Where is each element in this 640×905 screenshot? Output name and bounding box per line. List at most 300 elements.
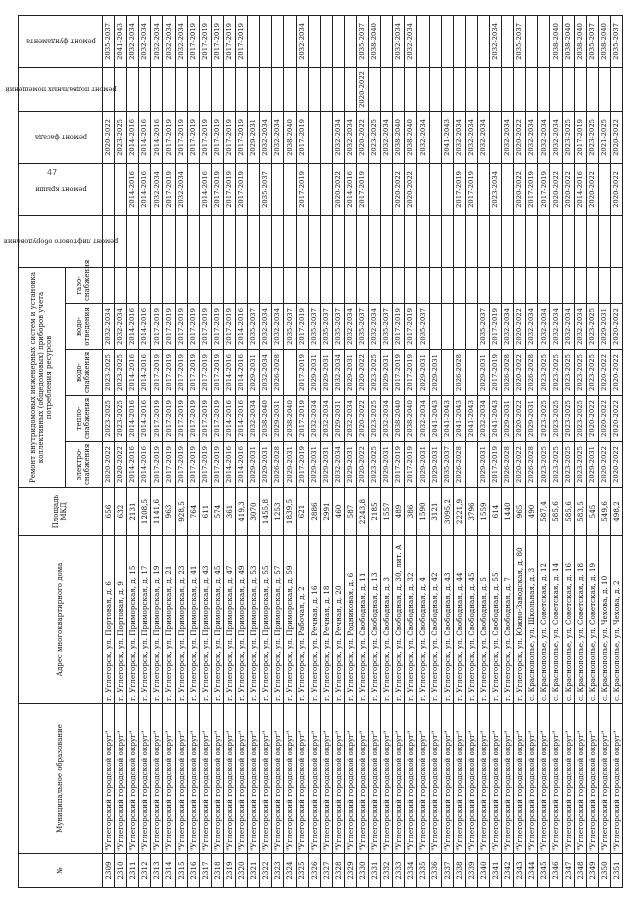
municipality-cell: "Углегорский городской округ" — [465, 704, 477, 854]
area-cell: 545 — [586, 488, 598, 536]
sewer-cell: 2017-2019 — [175, 304, 187, 350]
electro-cell: 2035-2037 — [441, 442, 453, 488]
basement-cell — [526, 67, 538, 111]
heat-cell: 2023-2025 — [369, 396, 381, 442]
row-num: 2337 — [441, 854, 453, 888]
gas-cell — [586, 267, 598, 303]
gas-cell — [465, 267, 477, 303]
foundation-cell — [502, 15, 514, 67]
area-cell: 963 — [163, 488, 175, 536]
electro-cell: 2023-2025 — [369, 442, 381, 488]
row-num: 2309 — [103, 854, 115, 888]
lift-cell — [332, 215, 344, 267]
sewer-cell: 2017-2019 — [223, 304, 235, 350]
facade-cell: 2032-2034 — [260, 111, 272, 163]
water-cell: 2017-2019 — [163, 350, 175, 396]
roof-cell: 2020-2022 — [610, 163, 622, 215]
heat-cell: 2029-2031 — [526, 396, 538, 442]
sewer-cell: 2017-2019 — [151, 304, 163, 350]
table-row — [151, 15, 163, 887]
table-row — [490, 15, 502, 887]
basement-cell — [538, 67, 550, 111]
roof-cell: 2017-2019 — [465, 163, 477, 215]
facade-cell: 2023-2025 — [369, 111, 381, 163]
lift-cell — [574, 215, 586, 267]
water-cell: 2029-2031 — [477, 350, 489, 396]
heat-cell: 2023-2025 — [103, 396, 115, 442]
capital-repair-schedule-table — [3, 15, 623, 888]
foundation-cell: 2017-2019 — [187, 15, 199, 67]
facade-cell: 2029-2031 — [248, 111, 260, 163]
foundation-cell — [308, 15, 320, 67]
electro-cell: 2026-2028 — [526, 442, 538, 488]
lift-cell — [405, 215, 417, 267]
row-num: 2344 — [526, 854, 538, 888]
municipality-cell: "Углегорский городской округ" — [586, 704, 598, 854]
table-row — [586, 15, 598, 887]
water-cell: 2014-2016 — [223, 350, 235, 396]
electro-cell: 2020-2022 — [514, 442, 526, 488]
basement-cell — [490, 67, 502, 111]
water-cell: 2032-2034 — [332, 350, 344, 396]
roof-cell — [284, 163, 296, 215]
electro-cell: 2017-2019 — [296, 442, 308, 488]
gas-cell — [211, 267, 223, 303]
heat-cell: 2032-2034 — [417, 396, 429, 442]
address-cell: с. Краснополье, ул. Советская, д. 14 — [550, 536, 562, 704]
municipality-cell: "Углегорский городской округ" — [127, 704, 139, 854]
facade-cell: 2017-2019 — [223, 111, 235, 163]
foundation-cell — [272, 15, 284, 67]
basement-cell — [320, 67, 332, 111]
water-cell: 2020-2022 — [356, 350, 368, 396]
electro-cell: 2014-2016 — [236, 442, 248, 488]
electro-cell: 2017-2019 — [199, 442, 211, 488]
area-cell: 574 — [211, 488, 223, 536]
address-cell: г. Углегорск, ул. Приморская, д. 21 — [163, 536, 175, 704]
roof-cell — [381, 163, 393, 215]
roof-cell: 2023-2034 — [490, 163, 502, 215]
roof-cell: 2020-2022 — [332, 163, 344, 215]
sewer-cell: 2014-2016 — [236, 304, 248, 350]
heat-cell: 2029-2031 — [332, 396, 344, 442]
water-cell: 2017-2019 — [151, 350, 163, 396]
lift-cell — [308, 215, 320, 267]
sewer-cell: 2017-2019 — [187, 304, 199, 350]
table-row — [260, 15, 272, 887]
table-row — [610, 15, 622, 887]
basement-cell — [598, 67, 610, 111]
table-row — [550, 15, 562, 887]
sewer-cell: 2032-2034 — [369, 304, 381, 350]
lift-cell — [320, 215, 332, 267]
lift-cell — [175, 215, 187, 267]
table-row — [139, 15, 151, 887]
heat-cell: 2038-2040 — [405, 396, 417, 442]
sewer-cell: 2020-2022 — [610, 304, 622, 350]
table-row — [417, 15, 429, 887]
table-row — [127, 15, 139, 887]
basement-cell — [417, 67, 429, 111]
sewer-cell: 2032-2034 — [272, 304, 284, 350]
foundation-cell: 2032-2034 — [490, 15, 502, 67]
row-num: 2330 — [356, 854, 368, 888]
facade-cell: 2014-2016 — [151, 111, 163, 163]
address-cell: г. Углегорск, ул. Южно-Заводская, д. 80 — [514, 536, 526, 704]
water-cell: 2029-2031 — [320, 350, 332, 396]
facade-cell: 2017-2019 — [296, 111, 308, 163]
sewer-cell: 2014-2016 — [127, 304, 139, 350]
lift-cell — [393, 215, 405, 267]
facade-cell: 2023-2025 — [562, 111, 574, 163]
electro-cell: 2020-2022 — [115, 442, 127, 488]
electro-cell: 2029-2031 — [308, 442, 320, 488]
foundation-cell: 2032-2034 — [127, 15, 139, 67]
municipality-cell: "Углегорский городской округ" — [610, 704, 622, 854]
water-cell: 2023-2025 — [574, 350, 586, 396]
water-cell: 2017-2019 — [187, 350, 199, 396]
water-cell: 2026-2028 — [272, 350, 284, 396]
facade-cell: 2014-2016 — [127, 111, 139, 163]
address-cell: г. Углегорск, ул. Приморская, д. 19 — [151, 536, 163, 704]
electro-cell: 2017-2019 — [211, 442, 223, 488]
table-row — [272, 15, 284, 887]
water-cell: 2020-2022 — [610, 350, 622, 396]
foundation-cell: 2032-2034 — [139, 15, 151, 67]
col-header-gas: газо-снабжения — [66, 267, 103, 303]
foundation-cell: 2017-2019 — [211, 15, 223, 67]
col-header-municipality: Муниципальное образование — [19, 704, 103, 854]
area-cell: 2243,8 — [356, 488, 368, 536]
gas-cell — [151, 267, 163, 303]
heat-cell: 2032-2034 — [248, 396, 260, 442]
municipality-cell: "Углегорский городской округ" — [526, 704, 538, 854]
table-row — [502, 15, 514, 887]
row-num: 2349 — [586, 854, 598, 888]
area-cell: 1440 — [502, 488, 514, 536]
heat-cell: 2017-2019 — [151, 396, 163, 442]
water-cell: 2029-2031 — [308, 350, 320, 396]
water-cell — [284, 350, 296, 396]
electro-cell: 2026-2028 — [453, 442, 465, 488]
facade-cell — [429, 111, 441, 163]
gas-cell — [598, 267, 610, 303]
roof-cell: 2020-2022 — [562, 163, 574, 215]
heat-cell: 2017-2019 — [199, 396, 211, 442]
municipality-cell: "Углегорский городской округ" — [103, 704, 115, 854]
heat-cell: 2041-2043 — [453, 396, 465, 442]
facade-cell: 2032-2034 — [332, 111, 344, 163]
area-cell: 1559 — [477, 488, 489, 536]
municipality-cell: "Углегорский городской округ" — [272, 704, 284, 854]
area-cell: 764 — [187, 488, 199, 536]
address-cell: г. Углегорск, ул. Приморская, д. 43 — [199, 536, 211, 704]
facade-cell: 2023-2025 — [115, 111, 127, 163]
table-row — [453, 15, 465, 887]
address-cell: с. Краснополье, ул. Школьная, д. 3 — [526, 536, 538, 704]
foundation-cell — [260, 15, 272, 67]
row-num: 2335 — [417, 854, 429, 888]
address-cell: г. Углегорск, ул. Приморская, д. 59 — [284, 536, 296, 704]
heat-cell: 2032-2034 — [344, 396, 356, 442]
foundation-cell — [381, 15, 393, 67]
municipality-cell: "Углегорский городской округ" — [453, 704, 465, 854]
roof-cell: 2017-2019 — [538, 163, 550, 215]
address-cell: г. Углегорск, ул. Приморская, д. 45 — [211, 536, 223, 704]
table-row — [199, 15, 211, 887]
table-row — [369, 15, 381, 887]
row-num: 2343 — [514, 854, 526, 888]
lift-cell — [465, 215, 477, 267]
facade-cell: 2032-2034 — [465, 111, 477, 163]
table-row — [296, 15, 308, 887]
sewer-cell: 2032-2034 — [574, 304, 586, 350]
roof-cell: 2032-2034 — [175, 163, 187, 215]
municipality-cell: "Углегорский городской округ" — [163, 704, 175, 854]
facade-cell: 2032-2034 — [477, 111, 489, 163]
table-row — [211, 15, 223, 887]
lift-cell — [187, 215, 199, 267]
col-header-facade-label: ремонт фасада — [34, 133, 87, 142]
foundation-cell: 2038-2040 — [562, 15, 574, 67]
col-header-heat: тепло-снабжения — [66, 396, 103, 442]
facade-cell: 2017-2019 — [199, 111, 211, 163]
heat-cell: 2032-2034 — [381, 396, 393, 442]
basement-cell — [223, 67, 235, 111]
electro-cell: 2029-2031 — [381, 442, 393, 488]
municipality-cell: "Углегорский городской округ" — [477, 704, 489, 854]
facade-cell: 2020-2022 — [356, 111, 368, 163]
water-cell: 2023-2025 — [550, 350, 562, 396]
facade-cell — [490, 111, 502, 163]
row-num: 2346 — [550, 854, 562, 888]
table-row — [526, 15, 538, 887]
address-cell: г. Углегорск, ул. Приморская, д. 41 — [187, 536, 199, 704]
lift-cell — [441, 215, 453, 267]
row-num: 2324 — [284, 854, 296, 888]
gas-cell — [284, 267, 296, 303]
electro-cell: 2029-2031 — [344, 442, 356, 488]
table-row — [429, 15, 441, 887]
lift-cell — [199, 215, 211, 267]
sewer-cell: 2032-2034 — [550, 304, 562, 350]
facade-cell: 2032-2034 — [550, 111, 562, 163]
facade-cell: 2017-2019 — [163, 111, 175, 163]
heat-cell: 2032-2034 — [308, 396, 320, 442]
lift-cell — [272, 215, 284, 267]
heat-cell: 2029-2031 — [502, 396, 514, 442]
col-header-foundation — [19, 15, 103, 67]
municipality-cell: "Углегорский городской округ" — [502, 704, 514, 854]
col-header-lift-label: ремонт лифтового оборудования — [3, 237, 118, 246]
table-row — [477, 15, 489, 887]
area-cell: 2185 — [369, 488, 381, 536]
municipality-cell: "Углегорский городской округ" — [332, 704, 344, 854]
table-row — [562, 15, 574, 887]
col-header-lift — [3, 215, 118, 267]
row-num: 2311 — [127, 854, 139, 888]
address-cell: г. Углегорск, ул. Портовая, д. 9 — [115, 536, 127, 704]
water-cell: 2020-2022 — [598, 350, 610, 396]
heat-cell: 2023-2025 — [550, 396, 562, 442]
sewer-cell: 2017-2019 — [296, 304, 308, 350]
heat-cell: 2017-2019 — [211, 396, 223, 442]
area-cell: 583,5 — [574, 488, 586, 536]
sewer-cell: 2032-2034 — [538, 304, 550, 350]
heat-cell: 2020-2022 — [356, 396, 368, 442]
address-cell: г. Углегорск, ул. Свободная, д. 13 — [369, 536, 381, 704]
facade-cell: 2020-2022 — [103, 111, 115, 163]
row-num: 2342 — [502, 854, 514, 888]
roof-cell — [320, 163, 332, 215]
lift-cell — [502, 215, 514, 267]
row-num: 2312 — [139, 854, 151, 888]
municipality-cell: "Углегорский городской округ" — [320, 704, 332, 854]
roof-cell: 2014-2016 — [199, 163, 211, 215]
address-cell: г. Углегорск, ул. Приморская, д. 15 — [127, 536, 139, 704]
lift-cell — [477, 215, 489, 267]
lift-cell — [344, 215, 356, 267]
col-header-basement — [4, 67, 117, 111]
heat-cell: 2020-2022 — [598, 396, 610, 442]
water-cell: 2023-2025 — [538, 350, 550, 396]
municipality-cell: "Углегорский городской округ" — [417, 704, 429, 854]
basement-cell — [308, 67, 320, 111]
roof-cell — [308, 163, 320, 215]
facade-cell: 2032-2034 — [417, 111, 429, 163]
area-cell: 1455,8 — [260, 488, 272, 536]
table-row — [344, 15, 356, 887]
gas-cell — [248, 267, 260, 303]
gas-cell — [163, 267, 175, 303]
basement-cell — [574, 67, 586, 111]
gas-cell — [236, 267, 248, 303]
foundation-cell — [441, 15, 453, 67]
area-cell: 490 — [526, 488, 538, 536]
gas-cell — [417, 267, 429, 303]
row-num: 2313 — [151, 854, 163, 888]
col-header-electro: электро-снабжения — [66, 442, 103, 488]
gas-cell — [490, 267, 502, 303]
row-num: 2320 — [236, 854, 248, 888]
roof-cell — [441, 163, 453, 215]
basement-cell — [429, 67, 441, 111]
municipality-cell: "Углегорский городской округ" — [369, 704, 381, 854]
table-row — [356, 15, 368, 887]
water-cell: 2026-2028 — [502, 350, 514, 396]
electro-cell: 2023-2025 — [574, 442, 586, 488]
electro-cell: 2026-2028 — [502, 442, 514, 488]
gas-cell — [223, 267, 235, 303]
heat-cell: 2023-2025 — [115, 396, 127, 442]
electro-cell: 2014-2016 — [223, 442, 235, 488]
foundation-cell — [332, 15, 344, 67]
roof-cell: 2017-2019 — [211, 163, 223, 215]
roof-cell: 2014-2016 — [344, 163, 356, 215]
lift-cell — [562, 215, 574, 267]
foundation-cell: 2038-2040 — [598, 15, 610, 67]
municipality-cell: "Углегорский городской округ" — [296, 704, 308, 854]
roof-cell: 2020-2022 — [393, 163, 405, 215]
area-cell: 611 — [199, 488, 211, 536]
gas-cell — [103, 267, 115, 303]
area-cell: 587 — [344, 488, 356, 536]
facade-cell: 2032-2034 — [453, 111, 465, 163]
sewer-cell: 2017-2019 — [393, 304, 405, 350]
heat-cell: 2032-2034 — [477, 396, 489, 442]
address-cell: г. Углегорск, ул. Приморская, д. 47 — [223, 536, 235, 704]
municipality-cell: "Углегорский городской округ" — [574, 704, 586, 854]
heat-cell: 2014-2016 — [236, 396, 248, 442]
municipality-cell: "Углегорский городской округ" — [308, 704, 320, 854]
facade-cell: 2032-2034 — [381, 111, 393, 163]
foundation-cell: 2035-2037 — [586, 15, 598, 67]
row-num: 2310 — [115, 854, 127, 888]
row-num: 2332 — [381, 854, 393, 888]
gas-cell — [453, 267, 465, 303]
address-cell: г. Углегорск, ул. Свободная, д. 55 — [490, 536, 502, 704]
sewer-cell: 2032-2034 — [502, 304, 514, 350]
basement-cell — [502, 67, 514, 111]
basement-cell — [332, 67, 344, 111]
water-cell: 2026-2028 — [526, 350, 538, 396]
gas-cell — [320, 267, 332, 303]
gas-cell — [526, 267, 538, 303]
electro-cell: 2020-2022 — [103, 442, 115, 488]
sewer-cell: 2032-2034 — [562, 304, 574, 350]
roof-cell — [417, 163, 429, 215]
basement-cell — [393, 67, 405, 111]
electro-cell: 2014-2016 — [127, 442, 139, 488]
table-row — [393, 15, 405, 887]
water-cell: 2029-2031 — [344, 350, 356, 396]
address-cell: г. Углегорск, ул. Свободная, д. 7 — [502, 536, 514, 704]
area-cell: 1839,5 — [284, 488, 296, 536]
heat-cell: 2017-2019 — [175, 396, 187, 442]
foundation-cell — [477, 15, 489, 67]
area-cell: 498,2 — [610, 488, 622, 536]
heat-cell: 2020-2022 — [610, 396, 622, 442]
heat-cell: 2041-2043 — [441, 396, 453, 442]
sewer-cell: 2032-2034 — [115, 304, 127, 350]
gas-cell — [441, 267, 453, 303]
gas-cell — [477, 267, 489, 303]
lift-cell — [223, 215, 235, 267]
heat-cell: 2023-2025 — [538, 396, 550, 442]
lift-cell — [550, 215, 562, 267]
basement-cell — [211, 67, 223, 111]
lift-cell — [127, 215, 139, 267]
facade-cell: 2032-2034 — [526, 111, 538, 163]
lift-cell — [429, 215, 441, 267]
address-cell: г. Углегорск, ул. Приморская, д. 23 — [175, 536, 187, 704]
roof-cell: 2017-2019 — [526, 163, 538, 215]
table-row — [574, 15, 586, 887]
area-cell: 585,6 — [550, 488, 562, 536]
basement-cell — [550, 67, 562, 111]
sewer-cell — [453, 304, 465, 350]
page-number-mark: 47 — [47, 168, 58, 177]
basement-cell — [127, 67, 139, 111]
roof-cell — [103, 163, 115, 215]
gas-cell — [514, 267, 526, 303]
gas-cell — [369, 267, 381, 303]
gas-cell — [550, 267, 562, 303]
foundation-cell: 2032-2034 — [405, 15, 417, 67]
col-header-area: Площадь МКД — [19, 488, 103, 536]
table-row — [308, 15, 320, 887]
address-cell: г. Углегорск, ул. Свободная, д. 43 — [441, 536, 453, 704]
